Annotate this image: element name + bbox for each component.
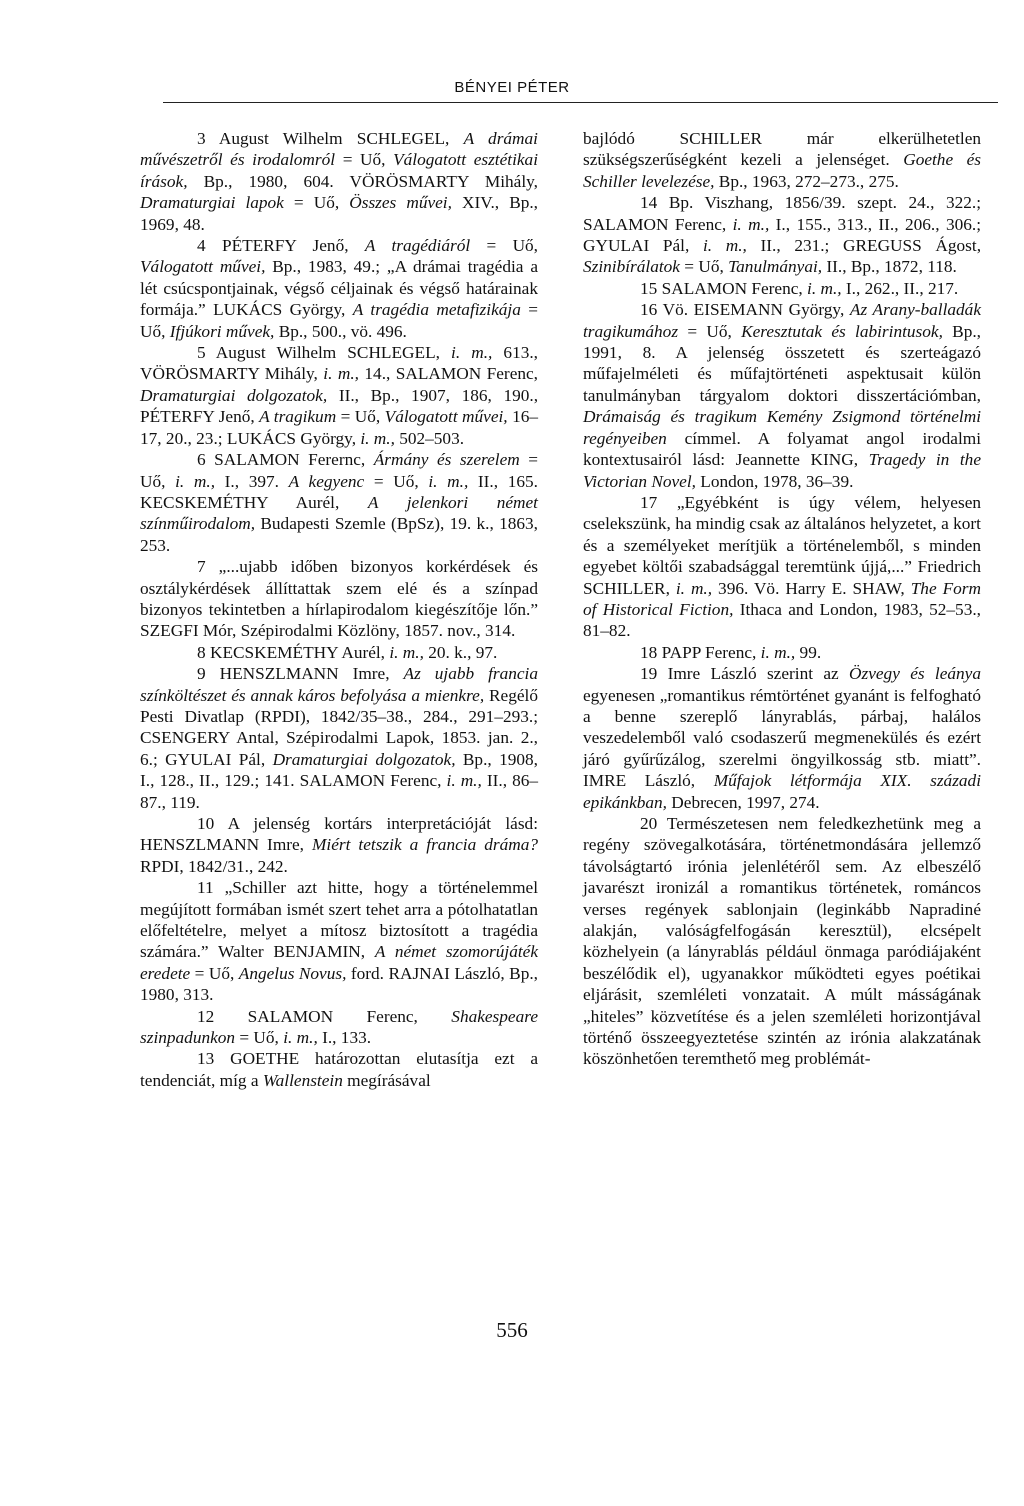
footnote-text: 20 Természetesen nem feledkezhetünk meg a regény szövegalkotására, történetmondására jellemző távolságtartó irónia jelenlétéről sem. Az elbeszélő javarészt ironizál a romantikus történetek, románcos verses regények sablonjain (leginkább Napradiné alakján, valóságfelfogásán keresztül), elcsépelt közhelyein (a lányrablás például önmaga paródiájaként beszélődik el), ugyanakkor működteti egyes poétikai eljárásit, szemléleti vonzatait. A múlt másságának „hiteles” közvetítése és a jelen szemléleti horizontjával történő összeegyeztetése szintén az irónia alakzatának köszönhetően teremthető meg problémát- bbox=[583, 814, 981, 1069]
footnote bbox=[140, 663, 538, 813]
italic-title: Miért tetszik a francia dráma? bbox=[312, 835, 538, 855]
italic-title: Dramaturgiai lapok bbox=[140, 193, 284, 213]
italic-title: A jelenkori német színműirodalom, bbox=[140, 492, 538, 534]
running-head: BÉNYEI PÉTER bbox=[454, 79, 570, 96]
footnote-text: 4 PÉTERFY Jenő, bbox=[197, 236, 365, 256]
footnote-text: ford. RAJNAI László, Bp., 1980, 313. bbox=[140, 963, 538, 1005]
footnote-text: Regélő Pesti Divatlap (RPDI), 1842/35–38., 284., 291–293.; CSENGERY Antal, Szépirodalmi Lapok, 1853. jan. 2., 6.; GYULAI Pál, bbox=[140, 685, 538, 769]
footnote-text: bajlódó SCHILLER már elkerülhetetlen szükségszerűségként kezeli a jelenséget. bbox=[583, 129, 981, 170]
footnote-text: = Uő, bbox=[190, 963, 239, 983]
footnote-text: II., 165. KECSKEMÉTHY Aurél, bbox=[140, 471, 538, 512]
italic-title: Válogatott esztétikai írások, bbox=[140, 150, 538, 191]
footnote-text: II., 231.; GREGUSS Ágost, bbox=[746, 236, 982, 256]
footnote-text: 14 Bp. Viszhang, 1856/39. szept. 24., 322.; SALAMON Ferenc, bbox=[583, 193, 981, 234]
footnote-text: 99. bbox=[795, 642, 822, 662]
footnote-text: = Uő, bbox=[364, 471, 429, 491]
italic-title: Tanulmányai, bbox=[728, 257, 823, 277]
italic-title: Válogatott művei, bbox=[384, 407, 508, 427]
footnote-text: = Uő, bbox=[235, 1028, 284, 1048]
footnote bbox=[140, 449, 538, 556]
italic-title: i. m., bbox=[323, 364, 359, 384]
footnote bbox=[140, 235, 538, 342]
italic-title: Angelus Novus, bbox=[238, 963, 347, 983]
italic-title: i. m., bbox=[702, 236, 747, 256]
footnote-text: II., Bp., 1872, 118. bbox=[822, 257, 957, 277]
italic-title: i. m., bbox=[807, 278, 842, 298]
footnote-text: = Uő, bbox=[470, 236, 539, 256]
footnote-text: 3 August Wilhelm SCHLEGEL, bbox=[197, 129, 464, 148]
footnote-text: Budapesti Szemle (BpSz), 19. k., 1863, 253. bbox=[140, 514, 538, 555]
footnote bbox=[583, 663, 981, 813]
footnote bbox=[140, 1048, 538, 1091]
footnote-text: 8 KECSKEMÉTHY Aurél, bbox=[197, 642, 390, 662]
footnote-text: 13 GOETHE határozottan elutasítja ezt a tendenciát, míg a bbox=[140, 1049, 538, 1090]
footnote bbox=[583, 642, 981, 663]
italic-title: Ármány és szerelem bbox=[373, 450, 520, 470]
footnote-text: 6 SALAMON Ferernc, bbox=[197, 450, 374, 470]
footnote-text: 16–17, 20., 23.; LUKÁCS György, bbox=[140, 407, 538, 448]
footnotes-right-column bbox=[583, 128, 981, 1070]
footnote-text: London, 1978, 36–39. bbox=[695, 471, 854, 491]
footnote-text: 19 Imre László szerint az bbox=[640, 664, 850, 684]
italic-title: Műfajok létformája XIX. századi epikánkban, bbox=[583, 771, 982, 812]
italic-title: Tragedy in the Victorian Novel, bbox=[583, 450, 981, 491]
footnote-text: = Uő, bbox=[140, 300, 538, 341]
footnote-text: Bp., 1983, 49.; „A drámai tragédia a lét csúcspontjainak, végső céljainak és végső határainak formája.” LUKÁCS György, bbox=[140, 257, 538, 320]
footnote-text: Bp., 1980, 604. VÖRÖSMARTY Mihály, bbox=[187, 171, 538, 191]
footnote-text: Bp., 1991, 8. A jelenség összetett és szerteágazó műfajelméleti és műfajtörténeti aspektusait külön tanulmányban tárgyalom doktori disszertációmban, bbox=[583, 321, 981, 405]
footnote-text: = Uő, bbox=[283, 193, 350, 213]
italic-title: Az ujabb francia színköltészet és annak káros befolyása a mienkre, bbox=[140, 664, 538, 705]
italic-title: Válogatott művei, bbox=[140, 257, 266, 277]
italic-title: Goethe és Schiller levelezése, bbox=[583, 150, 981, 191]
footnote-text: II., Bp., 1907, 186, 190., PÉTERFY Jenő, bbox=[140, 385, 539, 427]
footnote bbox=[583, 192, 981, 278]
italic-title: i. m., bbox=[360, 428, 395, 448]
italic-title: i. m., bbox=[446, 771, 482, 791]
footnote-text: 5 August Wilhelm SCHLEGEL, bbox=[197, 343, 452, 363]
italic-title: The Form of Historical Fiction, bbox=[583, 578, 981, 619]
footnote-text: XIV., Bp., 1969, 48. bbox=[140, 193, 538, 234]
italic-title: Shakespeare szinpadunkon bbox=[140, 1006, 538, 1048]
footnote-text: = Uő, bbox=[678, 321, 742, 341]
italic-title: A tragédia metafizikája bbox=[352, 300, 521, 320]
footnote bbox=[583, 813, 981, 1070]
footnote-text: RPDI, 1842/31., 242. bbox=[140, 856, 288, 876]
italic-title: A német szomorújáték eredete bbox=[140, 942, 539, 983]
italic-title: i. m., bbox=[428, 471, 469, 491]
footnote-text: 11 „Schiller azt hitte, hogy a történelemmel megújított formában ismét szert tehet arra a pótolhatatlan előfeltételre, melyet a mítosz biztosított a tragédia számára.” Walter BENJAMIN, bbox=[140, 878, 538, 962]
italic-title: A drámai művészetről és irodalomról bbox=[140, 129, 538, 170]
italic-title: i. m., bbox=[675, 578, 713, 598]
page-number: 556 bbox=[496, 1318, 528, 1342]
footnote-text: megírásával bbox=[342, 1070, 431, 1090]
footnote bbox=[140, 128, 538, 235]
footnote bbox=[583, 492, 981, 642]
italic-title: i. m., bbox=[175, 471, 216, 491]
footnote-text: 15 SALAMON Ferenc, bbox=[640, 278, 808, 298]
footnote-text: 14., SALAMON Ferenc, bbox=[358, 364, 538, 384]
footnote-text: 18 PAPP Ferenc, bbox=[640, 642, 761, 662]
italic-title: i. m., bbox=[389, 642, 424, 662]
footnote-text: 12 SALAMON Ferenc, bbox=[197, 1006, 452, 1026]
italic-title: Dramaturgiai dolgozatok, bbox=[272, 749, 456, 769]
footnote bbox=[140, 813, 538, 877]
footnote-text: = Uő, bbox=[679, 257, 729, 277]
footnote-text: 502–503. bbox=[394, 428, 465, 448]
footnote-text: Bp., 1908, I., 128., II., 129.; 141. SALAMON Ferenc, bbox=[140, 749, 538, 791]
italic-title: Özvegy és leánya bbox=[849, 664, 981, 684]
footnote-text: 7 „...ujabb időben bizonyos korkérdések és osztálykérdések állíttattak szem elé és a színpad bizonyos tekintetben a hírlapirodalom kiegészítője lőn.” SZEGFI Mór, Szépirodalmi Közlöny, 1857. nov., 314. bbox=[140, 557, 538, 641]
footnote-text: 16 Vö. EISEMANN György, bbox=[640, 300, 850, 320]
italic-title: Ifjúkori művek, bbox=[169, 321, 275, 341]
footnote-text: I., 397. bbox=[215, 471, 289, 491]
footnote-text: Bp., 500., vö. 496. bbox=[274, 321, 407, 341]
italic-title: Wallenstein bbox=[262, 1070, 343, 1090]
footnote-text: 396. Vö. Harry E. SHAW, bbox=[712, 578, 911, 598]
footnote bbox=[583, 128, 981, 192]
italic-title: i. m., bbox=[760, 642, 796, 662]
footnote-text: I., 133. bbox=[317, 1028, 372, 1048]
italic-title: A kegyenc bbox=[288, 471, 365, 491]
footnote-text: = Uő, bbox=[140, 450, 538, 491]
italic-title: Dramaturgiai dolgozatok, bbox=[140, 385, 328, 405]
italic-title: Az Arany-balladák tragikumához bbox=[583, 300, 981, 341]
italic-title: Szinibírálatok bbox=[583, 257, 680, 277]
italic-title: Összes művei, bbox=[349, 193, 452, 213]
footnote bbox=[140, 342, 538, 449]
italic-title: Keresztutak és labirintusok, bbox=[741, 321, 943, 341]
footnote bbox=[583, 278, 981, 299]
footnotes-left-column bbox=[140, 128, 538, 1091]
footnote bbox=[140, 642, 538, 663]
footnote-text: = Uő, bbox=[335, 150, 394, 170]
italic-title: i. m., bbox=[451, 343, 493, 363]
footnote-text: címmel. A folyamat angol irodalmi kontextusairól lásd: Jeannette KING, bbox=[583, 428, 981, 470]
footnote-text: = Uő, bbox=[336, 407, 385, 427]
italic-title: A tragikum bbox=[259, 407, 337, 427]
footnote-text: 10 A jelenség kortárs interpretációját lásd: HENSZLMANN Imre, bbox=[140, 814, 538, 855]
footnote-text: 17 „Egyébként is úgy vélem, helyesen cselekszünk, ha mindig csak az általános helyzetet, a kort és a személyeket merítjük a történelemből, s minden egyebet költői szabadsággal teremtünk újjá,...” Friedrich SCHILLER, bbox=[583, 492, 981, 598]
footnote-text: Ithaca and London, 1983, 52–53., 81–82. bbox=[583, 599, 981, 641]
header-rule bbox=[163, 102, 998, 103]
italic-title: Drámaiság és tragikum Kemény Zsigmond történelmi regényeiben bbox=[583, 407, 981, 448]
footnote-text: I., 155., 313., II., 206., 306.; GYULAI Pál, bbox=[583, 214, 981, 256]
footnote-text: Bp., 1963, 272–273., 275. bbox=[714, 171, 899, 191]
footnote-text: 20. k., 97. bbox=[423, 642, 498, 662]
footnote bbox=[140, 877, 538, 1005]
footnote bbox=[140, 1006, 538, 1049]
footnote-text: 613., VÖRÖSMARTY Mihály, bbox=[140, 343, 538, 384]
footnote bbox=[583, 299, 981, 492]
italic-title: i. m., bbox=[283, 1028, 318, 1048]
italic-title: A tragédiáról bbox=[364, 236, 471, 256]
footnote-text: Debrecen, 1997, 274. bbox=[666, 792, 820, 812]
footnote-text: 9 HENSZLMANN Imre, bbox=[197, 664, 404, 684]
footnote bbox=[140, 556, 538, 642]
italic-title: i. m., bbox=[732, 214, 770, 234]
footnote-text: II., 86–87., 119. bbox=[140, 771, 538, 812]
footnote-text: I., 262., II., 217. bbox=[841, 278, 959, 298]
footnote-text: egyenesen „romantikus rémtörténet gyanánt is felfogható a benne szereplő lányrablás, párbaj, halálos veszedelemből való csodaszerű megmenekülés és ezért járó gyűrűzálog, szerelmi öngyilkosság stb. miatt”. IMRE László, bbox=[583, 685, 981, 791]
